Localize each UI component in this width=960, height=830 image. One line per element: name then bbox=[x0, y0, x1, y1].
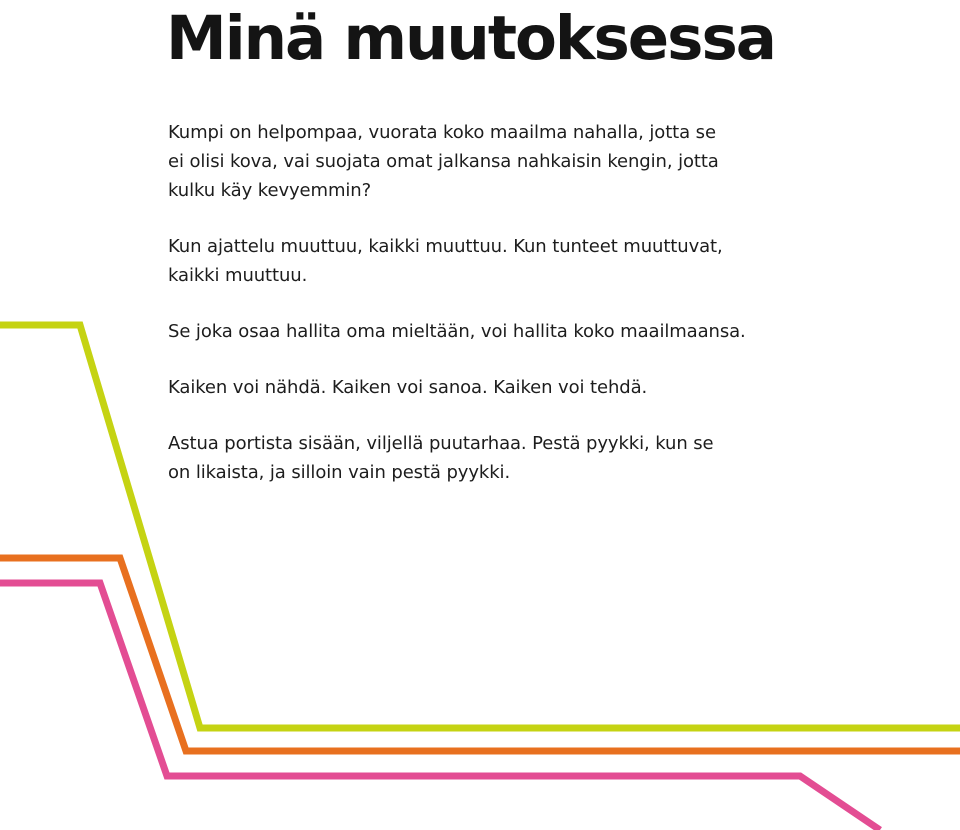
paragraph-line: on likaista, ja silloin vain pestä pyykki. bbox=[168, 462, 511, 483]
paragraph-line: Astua portista sisään, viljellä puutarhaa. Pestä pyykki, kun se bbox=[168, 433, 714, 454]
decorative-line-orange bbox=[0, 558, 960, 751]
paragraph-line: kulku käy kevyemmin? bbox=[168, 180, 372, 201]
paragraph-line: Se joka osaa hallita oma mieltään, voi hallita koko maailmaansa. bbox=[168, 321, 746, 342]
page-title: Minä muutoksessa bbox=[166, 3, 775, 74]
paragraph-line: Kumpi on helpompaa, vuorata koko maailma nahalla, jotta se bbox=[168, 122, 716, 143]
paragraph-line: kaikki muuttuu. bbox=[168, 265, 308, 286]
paragraph-line: ei olisi kova, vai suojata omat jalkansa nahkaisin kengin, jotta bbox=[168, 151, 719, 172]
paragraph-line: Kaiken voi nähdä. Kaiken voi sanoa. Kaiken voi tehdä. bbox=[168, 377, 648, 398]
decorative-line-pink bbox=[0, 583, 880, 830]
paragraph-line: Kun ajattelu muuttuu, kaikki muuttuu. Kun tunteet muuttuvat, bbox=[168, 236, 723, 257]
decorative-line-green bbox=[0, 325, 960, 728]
